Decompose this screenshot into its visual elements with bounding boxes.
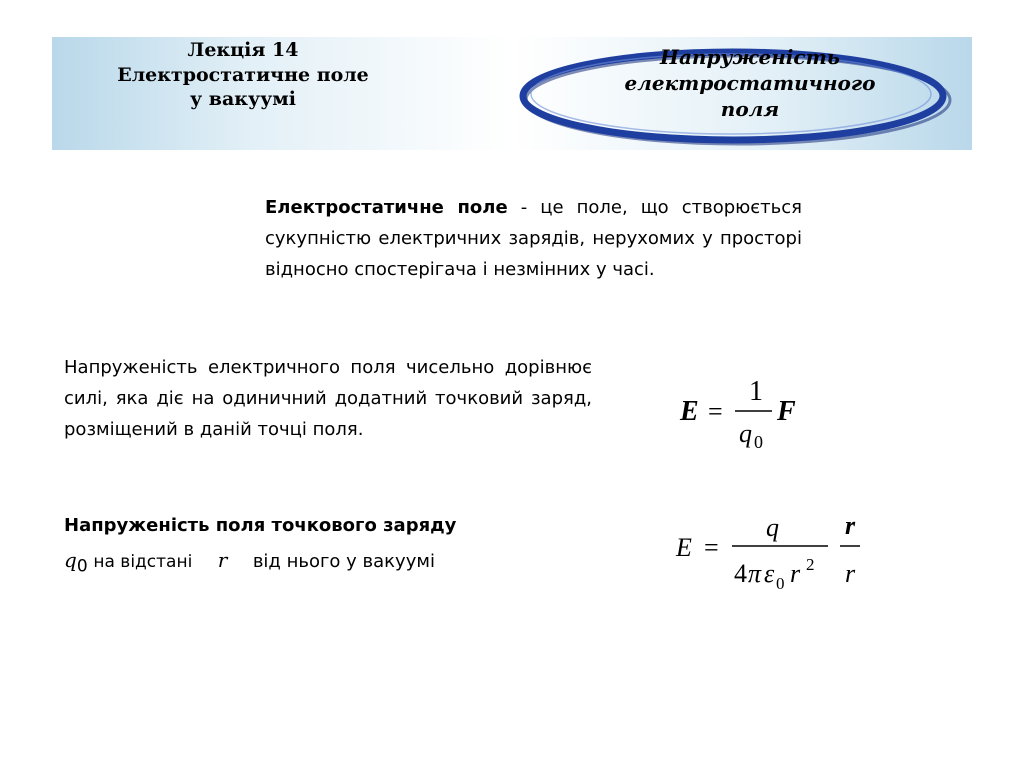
- formula2-denom-coef: 4: [734, 559, 747, 588]
- definition-paragraph: [265, 192, 802, 285]
- formula2-vec-denominator: r: [845, 559, 856, 588]
- formula1-numerator: 1: [749, 376, 763, 407]
- formula2-equals: =: [704, 533, 719, 562]
- at-distance-text: на відстані: [93, 552, 193, 572]
- formula1-equals: =: [708, 397, 723, 426]
- point-charge-title: Напруженість поля точкового заряду: [64, 515, 457, 536]
- definition-text: - це поле, що створюється сукупністю електричних зарядів, нерухомих у просторі відносно спостерігача і незмінних у часі.: [265, 197, 802, 280]
- definition-term: Електростатичне поле: [265, 197, 508, 218]
- formula1-rhs: F: [777, 396, 796, 427]
- formula-field-strength: [672, 366, 822, 466]
- lecture-topic-line1: Електростатичне поле: [117, 63, 369, 86]
- formula2-denom-pow: 2: [806, 555, 815, 574]
- from-it-text: від нього у вакуумі: [252, 551, 435, 572]
- point-charge-line: [64, 548, 435, 577]
- var-q-sub: 0: [76, 556, 88, 577]
- formula2-denom-pi: π: [748, 559, 762, 588]
- formula2-denom-r: r: [790, 559, 801, 588]
- var-q: q: [64, 548, 77, 572]
- var-r: r: [217, 548, 228, 572]
- topic-line1: Напруженість: [660, 45, 840, 69]
- lecture-title: [58, 38, 428, 112]
- formula1-lhs: E: [680, 396, 699, 427]
- formula-point-charge: [668, 508, 888, 608]
- topic-line2: електростатичного: [624, 71, 876, 95]
- field-strength-definition: Напруженість електричного поля чисельно дорівнює силі, яка діє на одиничний додатний точковий заряд, розміщений в даній точці поля.: [64, 357, 592, 440]
- formula2-denom-eps: ε: [764, 559, 775, 588]
- formula1-denominator-sub: 0: [754, 432, 763, 452]
- formula2-numerator: q: [766, 513, 779, 542]
- formula1-denominator: q: [739, 419, 752, 448]
- formula2-denom-eps-sub: 0: [776, 574, 785, 593]
- topic-line3: поля: [720, 97, 780, 121]
- slide-topic: [575, 44, 925, 122]
- formula2-vec-numerator: r: [845, 511, 856, 540]
- lecture-number: Лекція 14: [187, 39, 299, 61]
- lecture-topic-line2: у вакуумі: [189, 88, 297, 111]
- formula2-lhs: E: [676, 533, 692, 562]
